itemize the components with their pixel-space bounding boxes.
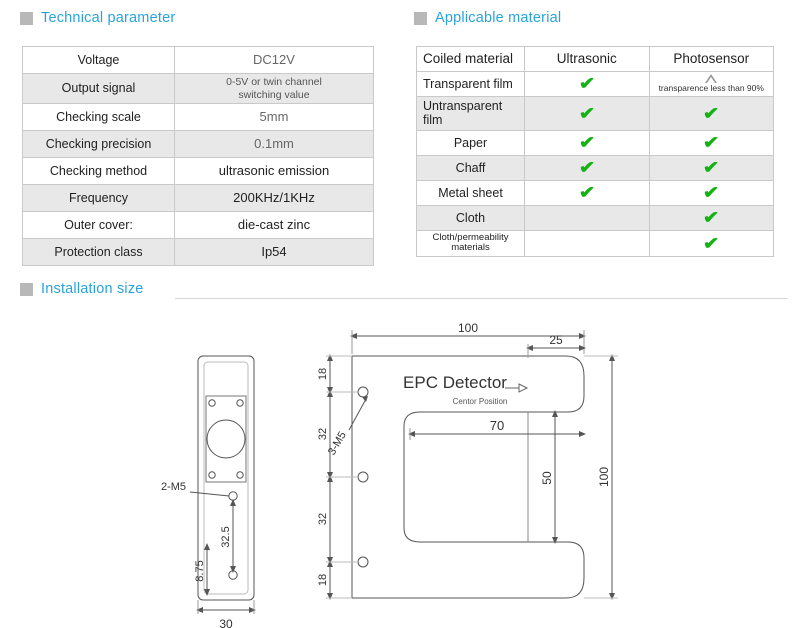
tech-value: 5mm <box>175 104 374 131</box>
material-photosensor-cell <box>649 97 774 131</box>
section-marker-icon <box>20 283 33 296</box>
label-3-m5: 3-M5 <box>325 429 349 458</box>
material-ultrasonic-cell <box>525 155 650 180</box>
tech-value: DC12V <box>175 47 374 74</box>
material-col-header: Photosensor <box>649 47 774 72</box>
material-photosensor-cell <box>649 72 774 97</box>
tech-label: Output signal <box>23 74 175 104</box>
material-ultrasonic-cell <box>525 97 650 131</box>
installation-drawing <box>0 300 800 628</box>
table-row <box>417 230 774 256</box>
section-marker-icon <box>20 12 33 25</box>
material-ultrasonic-cell <box>525 72 650 97</box>
check-icon: ✔ <box>578 74 595 94</box>
section-title-material: Applicable material <box>435 10 562 26</box>
label-25: 25 <box>549 333 563 347</box>
material-photosensor-cell <box>649 130 774 155</box>
check-icon: ✔ <box>703 183 720 203</box>
material-name: Paper <box>417 130 525 155</box>
material-name: Cloth/permeability materials <box>417 230 525 256</box>
label-top-100: 100 <box>457 321 479 335</box>
table-row <box>23 239 374 266</box>
label-8-75: 8.75 <box>194 560 206 582</box>
check-icon: ✔ <box>703 233 720 253</box>
check-icon: ✔ <box>578 183 595 203</box>
section-marker-icon <box>414 12 427 25</box>
label-right-100: 100 <box>597 466 611 488</box>
material-col-header: Ultrasonic <box>525 47 650 72</box>
check-icon: ✔ <box>578 103 595 123</box>
label-50: 50 <box>540 471 554 485</box>
label-32-5: 32.5 <box>220 526 232 548</box>
drawing-title: EPC Detector <box>403 373 507 392</box>
label-32-lower: 32 <box>317 512 329 526</box>
center-position-label: Centor Position <box>452 397 508 406</box>
material-photosensor-cell <box>649 155 774 180</box>
technical-parameter-body <box>23 47 374 266</box>
divider <box>175 298 788 299</box>
material-name: Cloth <box>417 205 525 230</box>
tech-label: Checking scale <box>23 104 175 131</box>
front-view-mount-hole <box>358 557 368 567</box>
material-col-header: Coiled material <box>417 47 525 72</box>
tech-label: Outer cover: <box>23 212 175 239</box>
side-view-screw-hole <box>237 400 243 406</box>
material-ultrasonic-cell <box>525 180 650 205</box>
side-view-mount-hole <box>229 492 237 500</box>
table-row <box>417 130 774 155</box>
material-name: Metal sheet <box>417 180 525 205</box>
material-ultrasonic-cell <box>525 130 650 155</box>
check-icon: ✔ <box>703 133 720 153</box>
table-row <box>23 212 374 239</box>
tech-value: Ip54 <box>175 239 374 266</box>
tech-value: 0.1mm <box>175 131 374 158</box>
tech-label: Protection class <box>23 239 175 266</box>
label-18-top: 18 <box>317 367 329 381</box>
table-row <box>23 185 374 212</box>
warning-note <box>653 74 771 94</box>
label-32-upper: 32 <box>317 427 329 441</box>
table-row <box>417 205 774 230</box>
warning-triangle-icon <box>705 74 717 83</box>
front-view-mount-hole <box>358 387 368 397</box>
table-row <box>23 74 374 104</box>
side-view-sensor-circle <box>207 420 245 458</box>
check-icon: ✔ <box>578 133 595 153</box>
check-icon: ✔ <box>578 158 595 178</box>
material-photosensor-cell <box>649 180 774 205</box>
material-photosensor-cell <box>649 230 774 256</box>
table-row <box>417 180 774 205</box>
tech-label: Checking method <box>23 158 175 185</box>
tech-label: Voltage <box>23 47 175 74</box>
tech-value: ultrasonic emission <box>175 158 374 185</box>
table-row <box>23 158 374 185</box>
front-view-mount-hole <box>358 472 368 482</box>
material-ultrasonic-cell <box>525 230 650 256</box>
material-table-body <box>417 72 774 257</box>
material-ultrasonic-cell <box>525 205 650 230</box>
table-row <box>417 47 774 72</box>
section-title-installation: Installation size <box>41 281 144 297</box>
material-name: Transparent film <box>417 72 525 97</box>
tech-label: Checking precision <box>23 131 175 158</box>
leader-line-2m5 <box>190 492 229 496</box>
section-heading-technical <box>20 10 175 26</box>
side-view-screw-hole <box>209 472 215 478</box>
side-view-screw-hole <box>237 472 243 478</box>
check-icon: ✔ <box>703 208 720 228</box>
table-row <box>417 155 774 180</box>
material-name: Untransparent film <box>417 97 525 131</box>
table-row <box>23 131 374 158</box>
side-view-faceplate <box>206 396 246 482</box>
check-icon: ✔ <box>703 158 720 178</box>
material-note: transparence less than 90% <box>658 83 764 94</box>
section-heading-material <box>414 10 561 26</box>
table-row <box>23 104 374 131</box>
material-table-header <box>417 47 774 72</box>
tech-value: die-cast zinc <box>175 212 374 239</box>
table-row <box>23 47 374 74</box>
tech-label: Frequency <box>23 185 175 212</box>
applicable-material-table <box>416 46 774 257</box>
tech-value: 0-5V or twin channel switching value <box>175 74 374 104</box>
drawing-svg <box>0 300 800 628</box>
table-row <box>417 72 774 97</box>
section-heading-installation <box>20 281 144 297</box>
table-row <box>417 97 774 131</box>
side-view-screw-hole <box>209 400 215 406</box>
tech-value: 200KHz/1KHz <box>175 185 374 212</box>
label-2-m5: 2-M5 <box>160 481 186 493</box>
check-icon: ✔ <box>703 103 720 123</box>
material-name: Chaff <box>417 155 525 180</box>
label-70: 70 <box>489 418 505 433</box>
material-photosensor-cell <box>649 205 774 230</box>
technical-parameter-table <box>22 46 374 266</box>
section-title-technical: Technical parameter <box>41 10 176 26</box>
label-18-bottom: 18 <box>317 573 329 587</box>
label-30: 30 <box>219 617 233 628</box>
